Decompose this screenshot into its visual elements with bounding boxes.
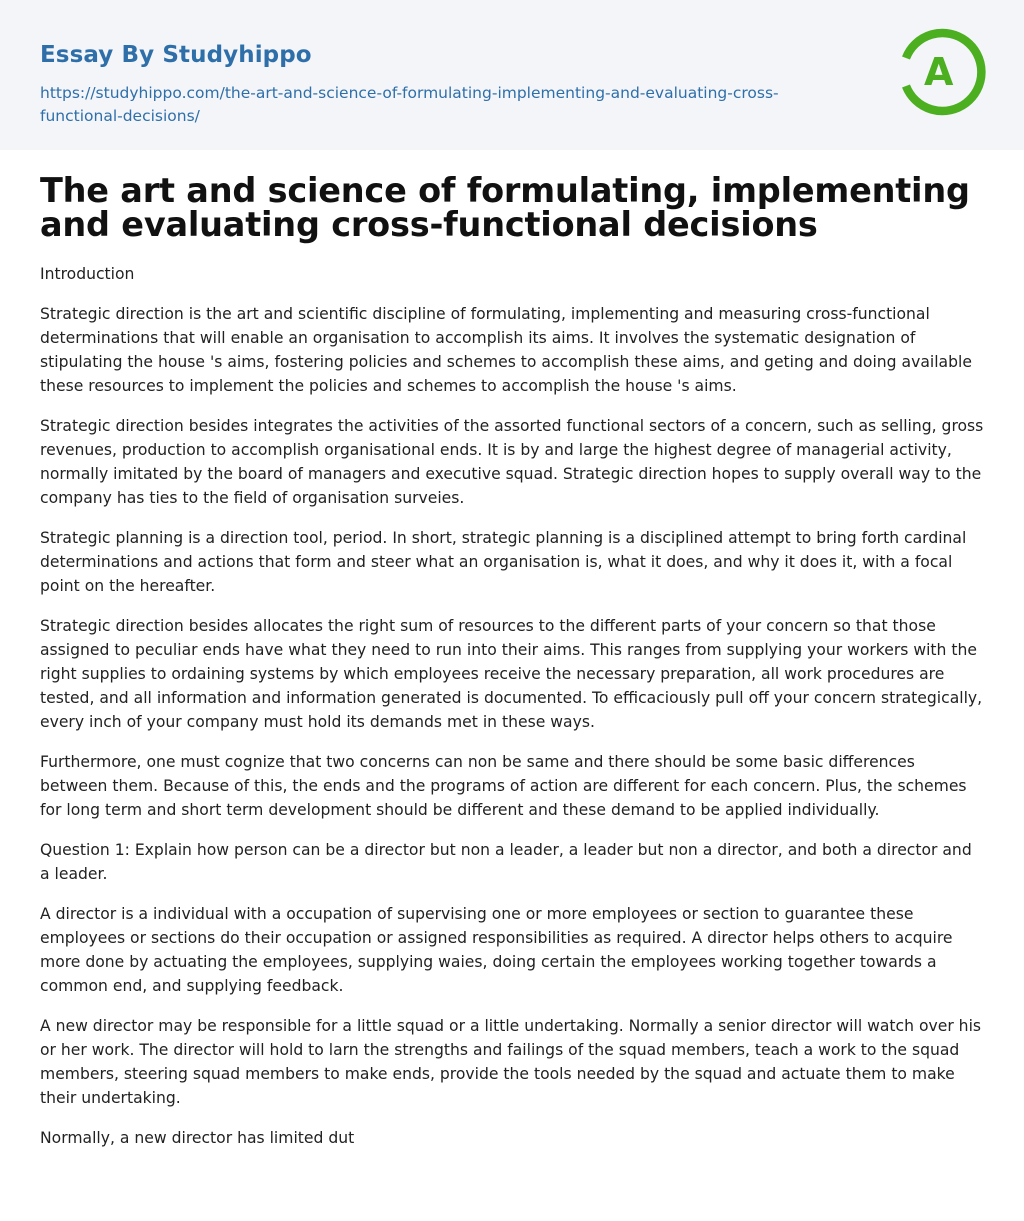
site-header: [0, 0, 1024, 150]
paragraph: A director is a individual with a occupation of supervising one or more employees or section to guarantee these employees or sections do their occupation or assigned responsibilities as required. A director helps others to acquire more done by actuating the employees, supplying waies, doing certain the employees working together towards a common end, and supplying feedback.: [40, 905, 953, 995]
article: [0, 171, 1024, 1150]
paragraph-question: Question 1: Explain how person can be a director but non a leader, a leader but non a director, and both a director and a leader.: [40, 841, 972, 883]
paragraph-truncated: Normally, a new director has limited dut: [40, 1129, 355, 1147]
paragraph-introduction: Introduction: [40, 265, 135, 283]
paragraph: Strategic planning is a direction tool, period. In short, strategic planning is a disciplined attempt to bring forth cardinal determinations and actions that form and steer what an organisation is, what it does, and why it does it, with a focal point on the hereafter.: [40, 529, 967, 595]
paragraph: A new director may be responsible for a little squad or a little undertaking. Normally a senior director will watch over his or her work. The director will hold to larn the strengths and failings of the squad members, teach a work to the squad members, steering squad members to make ends, provide the tools needed by the squad and actuate them to make their undertaking.: [40, 1017, 982, 1107]
article-title: The art and science of formulating, implementing and evaluating cross-functional decisions: [40, 171, 970, 244]
paragraph: Strategic direction besides integrates the activities of the assorted functional sectors of a concern, such as selling, gross revenues, production to accomplish organisational ends. It is by and large the highest degree of managerial activity, normally imitated by the board of managers and executive squad. Strategic direction hopes to supply overall way to the company has ties to the field of organisation surveies.: [40, 417, 984, 507]
logo-letter: A: [924, 50, 954, 94]
paragraph: Strategic direction is the art and scientific discipline of formulating, implementing and measuring cross-functional determinations that will enable an organisation to accomplish its aims. It involves the systematic designation of stipulating the house 's aims, fostering policies and schemes to accomplish these aims, and geting and doing available these resources to implement the policies and schemes to accomplish the house 's aims.: [40, 305, 972, 395]
paragraph: Furthermore, one must cognize that two concerns can non be same and there should be some basic differences between them. Because of this, the ends and the programs of action are different for each concern. Plus, the schemes for long term and short term development should be different and these demand to be applied individually.: [40, 753, 967, 819]
paragraph: Strategic direction besides allocates the right sum of resources to the different parts of your concern so that those assigned to peculiar ends have what they need to run into their aims. This ranges from supplying your workers with the right supplies to ordaining systems by which employees receive the necessary preparation, all work procedures are tested, and all information and information generated is documented. To efficaciously pull off your concern strategically, every inch of your company must hold its demands met in these ways.: [40, 617, 983, 731]
brand-name[interactable]: Essay By Studyhippo: [40, 42, 312, 68]
source-url-link[interactable]: https://studyhippo.com/the-art-and-science-of-formulating-implementing-and-evaluating-cross-functional-decisions/: [40, 84, 779, 125]
studyhippo-logo-icon[interactable]: [898, 28, 986, 116]
